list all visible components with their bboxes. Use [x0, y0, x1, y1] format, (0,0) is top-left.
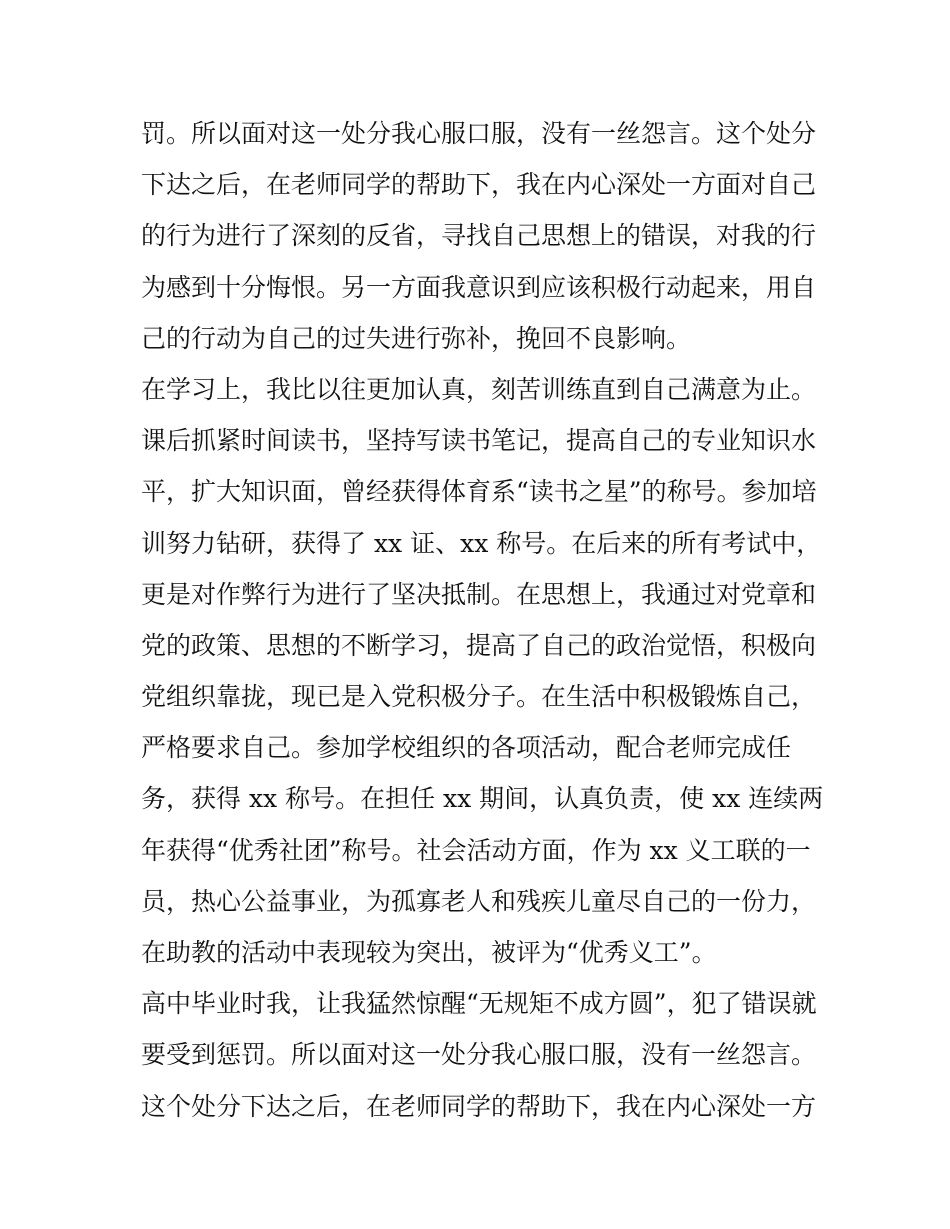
text-line: 年获得“优秀社团”称号。社会活动方面，作为 xx 义工联的一 [141, 835, 811, 865]
text-line: 平，扩大知识面，曾经获得体育系“读书之星”的称号。参加培 [141, 477, 817, 507]
text-line: 党的政策、思想的不断学习，提高了自己的政治觉悟，积极向 [141, 630, 817, 660]
text-line: 严格要求自己。参加学校组织的各项活动，配合老师完成任 [141, 733, 792, 763]
document-body [141, 108, 824, 1132]
text-line: 训努力钻研，获得了 xx 证、xx 称号。在后来的所有考试中， [141, 528, 822, 558]
text-line: 下达之后，在老师同学的帮助下，我在内心深处一方面对自己 [141, 170, 817, 200]
text-line: 务，获得 xx 称号。在担任 xx 期间，认真负责，使 xx 连续两 [141, 784, 824, 814]
text-line: 为感到十分悔恨。另一方面我意识到应该积极行动起来，用自 [141, 272, 817, 302]
text-line: 在学习上，我比以往更加认真，刻苦训练直到自己满意为止。 [141, 374, 817, 404]
text-line: 更是对作弊行为进行了坚决抵制。在思想上，我通过对党章和 [141, 579, 817, 609]
text-line: 课后抓紧时间读书，坚持写读书笔记，提高自己的专业知识水 [141, 426, 817, 456]
text-line: 的行为进行了深刻的反省，寻找自己思想上的错误，对我的行 [141, 221, 817, 251]
text-line: 在助教的活动中表现较为突出，被评为“优秀义工”。 [141, 938, 717, 967]
text-line: 要受到惩罚。所以面对这一处分我心服口服，没有一丝怨言。 [141, 1040, 817, 1070]
text-line: 员，热心公益事业，为孤寡老人和残疾儿童尽自己的一份力， [141, 886, 817, 916]
text-line: 己的行动为自己的过失进行弥补，挽回不良影响。 [141, 323, 692, 353]
text-line: 党组织靠拢，现已是入党积极分子。在生活中积极锻炼自己， [141, 682, 817, 712]
text-line: 罚。所以面对这一处分我心服口服，没有一丝怨言。这个处分 [141, 119, 817, 148]
text-line: 高中毕业时我，让我猛然惊醒“无规矩不成方圆”，犯了错误就 [141, 989, 817, 1019]
text-line: 这个处分下达之后，在老师同学的帮助下，我在内心深处一方 [141, 1091, 817, 1121]
